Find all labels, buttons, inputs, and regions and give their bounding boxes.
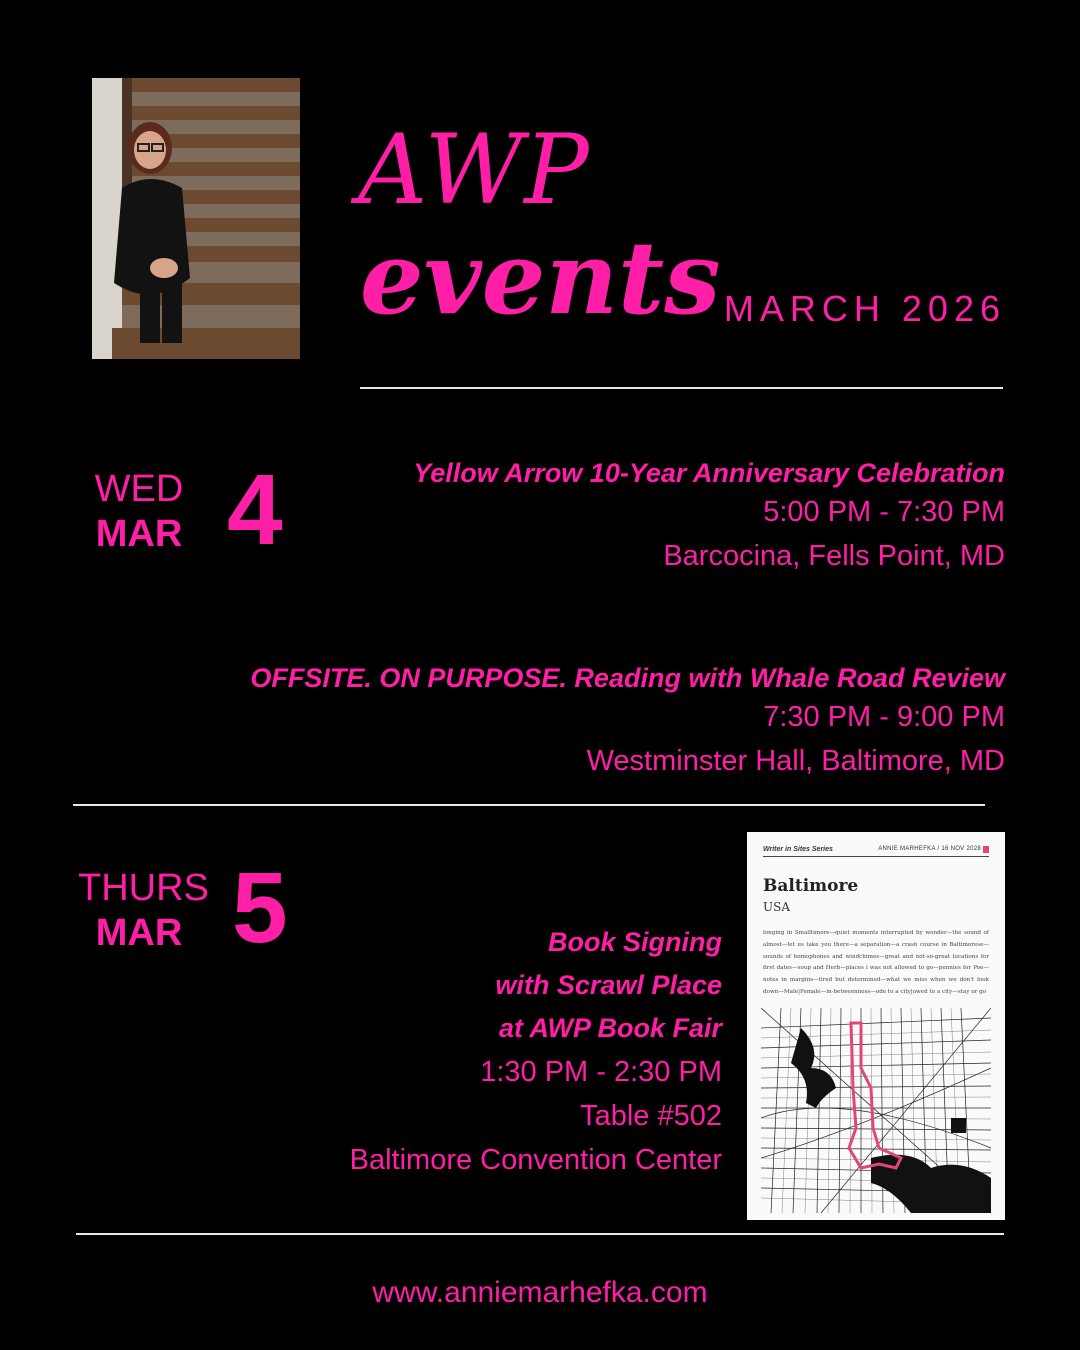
book-author-date: ANNIE MARHEFKA / 16 NOV 2028 (878, 846, 981, 852)
month-label: MARCH 2026 (723, 288, 1006, 329)
day-of-week: THURS (78, 867, 209, 909)
day-month: MAR (95, 512, 183, 555)
event-title-line: at AWP Book Fair (498, 1013, 722, 1043)
event-title-line: with Scrawl Place (495, 970, 722, 1000)
event-time: 7:30 PM - 9:00 PM (763, 701, 1005, 733)
book-subtitle: USA (763, 900, 790, 914)
event-location: Barcocina, Fells Point, MD (663, 540, 1005, 572)
divider (76, 1233, 1004, 1235)
author-photo (92, 78, 300, 359)
day-label-thurs (78, 866, 209, 955)
day-number: 4 (227, 454, 283, 566)
divider (73, 804, 985, 806)
event-location: Westminster Hall, Baltimore, MD (586, 745, 1005, 777)
book-title: Baltimore (763, 876, 859, 896)
event-time: 1:30 PM - 2:30 PM (480, 1056, 722, 1088)
divider (360, 387, 1003, 389)
event-title-line: Book Signing (548, 927, 722, 957)
website-link[interactable]: www.anniemarhefka.com (372, 1276, 708, 1309)
title-events: events (360, 219, 721, 337)
day-label-wed (84, 467, 194, 556)
event-1 (413, 456, 1005, 578)
event-time: 5:00 PM - 7:30 PM (763, 496, 1005, 528)
book-cover (747, 832, 1005, 1220)
book-blurb: longing in Smalltimore—quiet moments interrupted by wonder—the sound of almost—let us take you there—a separation—a crash course in Baltimorese—sounds of homophones and windchimes—great and not-so-great locations for first dates—soup and Herb—places i was not allowed to go—pennies for Poe—notes in margins—tired but determined—what we miss when we don't look down—Male|Female—in-betweenness—ode to a city|owed to a city—stay or go (763, 930, 989, 995)
city-map-image (761, 1008, 991, 1213)
event-3 (350, 921, 722, 1182)
event-table: Table #502 (580, 1100, 722, 1132)
title-awp: AWP (358, 114, 590, 226)
event-title: OFFSITE. ON PURPOSE. Reading with Whale Road Review (250, 663, 1005, 693)
day-month: MAR (95, 911, 183, 954)
event-2 (250, 661, 1005, 783)
book-series: Writer in Sites Series (763, 846, 833, 853)
day-of-week: WED (94, 468, 184, 510)
book-rule (763, 856, 989, 857)
event-title: Yellow Arrow 10-Year Anniversary Celebration (413, 458, 1005, 488)
day-number: 5 (232, 852, 288, 964)
accent-square (983, 846, 989, 853)
event-location: Baltimore Convention Center (349, 1144, 722, 1176)
